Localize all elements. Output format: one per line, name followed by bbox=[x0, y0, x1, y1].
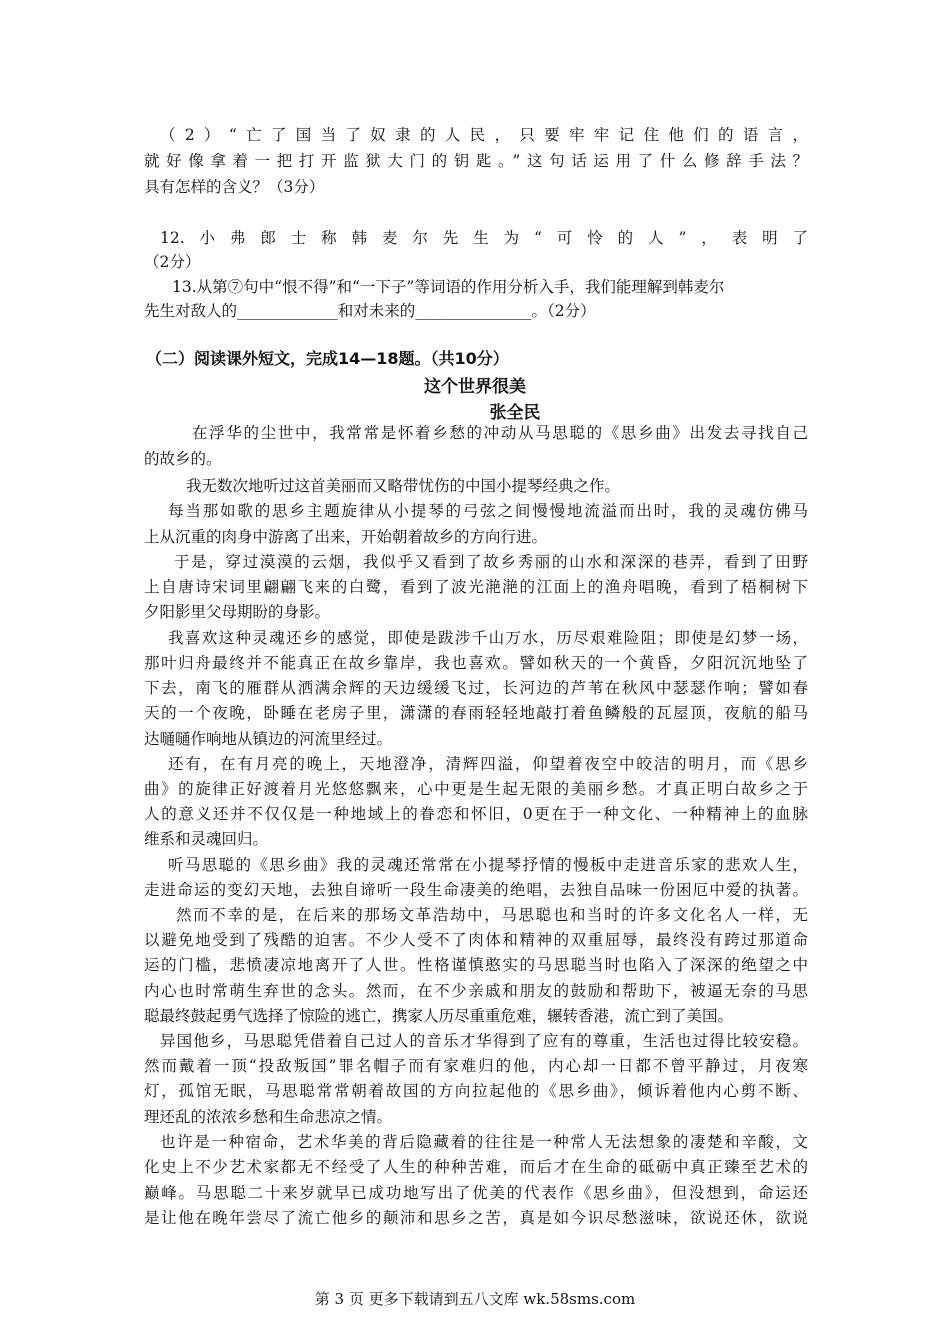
article-line: 于是，穿过漠漠的云烟，我似乎又看到了故乡秀丽的山水和深深的巷弄，看到了田野 bbox=[174, 553, 808, 571]
question-11-2-line-1: （2）“亡了国当了奴隶的人民，只要牢牢记住他们的语言， bbox=[160, 126, 808, 144]
article-line: 人的意义还并不仅仅是一种地域上的眷恋和怀旧，0更在于一种文化、一种精神上的血脉 bbox=[144, 805, 808, 823]
article-line: 异国他乡，马思聪凭借着自己过人的音乐才华得到了应有的尊重，生活也过得比较安稳。 bbox=[160, 1032, 808, 1050]
article-title: 这个世界很美 bbox=[424, 377, 526, 397]
article-line: 曲》的旋律正好渡着月光悠悠飘来，心中更是生起无限的美丽乡愁。才真正明白故乡之于 bbox=[144, 780, 808, 798]
article-line: 那叶归舟最终并不能真正在故乡靠岸，我也喜欢。譬如秋天的一个黄昏，夕阳沉沉地坠了 bbox=[144, 654, 808, 672]
article-line: 上从沉重的肉身中游离了出来，开始朝着故乡的方向行进。 bbox=[144, 528, 548, 546]
article-line: 听马思聪的《思乡曲》我的灵魂还常常在小提琴抒情的慢板中走进音乐家的悲欢人生， bbox=[168, 856, 808, 874]
question-12-line-1: 12.小弗郎士称韩麦尔先生为“可怜的人”，表明了 bbox=[160, 229, 808, 247]
article-line: 上自唐诗宋词里翩翩飞来的白鹭，看到了波光滟滟的江面上的渔舟唱晚，看到了梧桐树下 bbox=[144, 578, 808, 596]
question-12-line-2: （2分） bbox=[144, 253, 201, 271]
question-13-line-1: 13.从第⑦句中“恨不得”和“一下子”等词语的作用分析入手，我们能理解到韩麦尔 bbox=[172, 278, 725, 296]
section-heading: （二）阅读课外短文，完成14—18题。（共10分） bbox=[146, 349, 509, 368]
article-line: 的故乡的。 bbox=[144, 450, 222, 468]
article-line: 我喜欢这种灵魂还乡的感觉，即使是跋涉千山万水，历尽艰难险阻；即使是幻梦一场， bbox=[168, 629, 808, 647]
article-line: 天的一个夜晚，卧睡在老房子里，潇潇的春雨轻轻地敲打着鱼鳞般的瓦屋顶，夜航的船马 bbox=[144, 704, 808, 722]
article-line: 是让他在晚年尝尽了流亡他乡的颠沛和思乡之苦，真是如今识尽愁滋味，欲说还休，欲说 bbox=[144, 1209, 808, 1227]
page-footer: 第 3 页 更多下载请到五八文库 wk.58sms.com bbox=[314, 1290, 636, 1308]
article-line: 下去，南飞的雁群从洒满余辉的天边缓缓飞过，长河边的芦苇在秋风中瑟瑟作响；譬如春 bbox=[144, 679, 808, 697]
article-line: 然而不幸的是，在后来的那场文革浩劫中，马思聪也和当时的许多文化名人一样，无 bbox=[176, 906, 808, 924]
article-line: 夕阳影里父母期盼的身影。 bbox=[144, 603, 331, 621]
article-line: 巅峰。马思聪二十来岁就早已成功地写出了优美的代表作《思乡曲》，但没想到，命运还 bbox=[144, 1184, 808, 1202]
article-line: 维系和灵魂回归。 bbox=[144, 830, 269, 848]
article-line: 我无数次地听过这首美丽而又略带忧伤的中国小提琴经典之作。 bbox=[186, 477, 621, 495]
article-line: 内心也时常萌生弃世的念头。然而，在不少亲戚和朋友的鼓励和帮助下，被逼无奈的马思 bbox=[144, 982, 808, 1000]
article-line: 在浮华的尘世中，我常常是怀着乡愁的冲动从马思聪的《思乡曲》出发去寻找自己 bbox=[192, 424, 808, 442]
article-line: 理还乱的浓浓乡愁和生命悲凉之情。 bbox=[144, 1108, 393, 1126]
article-line: 然而戴着一顶“投敌叛国”罪名帽子而有家难归的他，内心却一日都不曾平静过，月夜寒 bbox=[144, 1057, 808, 1075]
article-line: 也许是一种宿命，艺术华美的背后隐藏着的往往是一种常人无法想象的凄楚和辛酸，文 bbox=[160, 1133, 808, 1151]
article-line: 每当那如歌的思乡主题旋律从小提琴的弓弦之间慢慢地流溢而出时，我的灵魂仿佛马 bbox=[168, 502, 808, 520]
article-line: 灯，孤馆无眠，马思聪常常朝着故国的方向拉起他的《思乡曲》，倾诉着他内心剪不断、 bbox=[144, 1082, 808, 1100]
article-line: 以避免地受到了残酷的迫害。不少人受不了肉体和精神的双重屈辱，最终没有跨过那道命 bbox=[144, 931, 808, 949]
article-line: 运的门槛，悲愤凄凉地离开了人世。性格谨慎憨实的马思聪当时也陷入了深深的绝望之中 bbox=[144, 956, 808, 974]
article-line: 走进命运的变幻天地，去独自谛听一段生命凄美的绝唱，去独自品味一份困厄中爱的执著。 bbox=[144, 881, 808, 899]
article-author: 张全民 bbox=[489, 403, 541, 423]
article-line: 还有，在有月亮的晚上，天地澄净，清辉四溢，仰望着夜空中皎洁的明月，而《思乡 bbox=[168, 755, 808, 773]
question-11-2-line-2: 就好像拿着一把打开监狱大门的钥匙。”这句话运用了什么修辞手法？ bbox=[144, 152, 808, 170]
article-line: 达嗵嗵作响地从镇边的河流里经过。 bbox=[144, 730, 393, 748]
question-11-2-line-3: 具有怎样的含义？（3分） bbox=[144, 178, 325, 196]
question-13-line-2: 先生对敌人的_____________和对未来的_______________。（2分） bbox=[144, 302, 596, 320]
article-line: 化史上不少艺术家都无不经受了人生的种种苦难，而后才在生命的砥砺中真正臻至艺术的 bbox=[144, 1158, 808, 1176]
article-line: 聪最终鼓起勇气选择了惊险的逃亡，携家人历尽重重危难，辗转香港，流亡到了美国。 bbox=[144, 1007, 734, 1025]
